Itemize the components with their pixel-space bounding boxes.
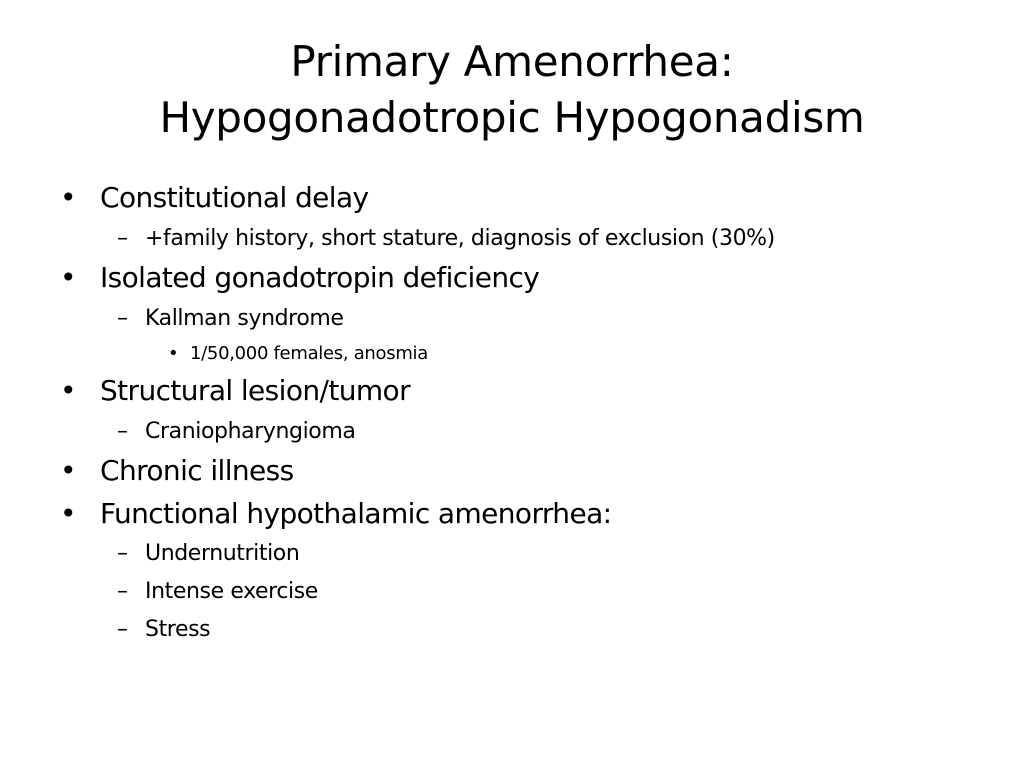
list-item-text: Isolated gonadotropin deficiency xyxy=(100,261,540,294)
bullet-marker: • xyxy=(60,374,76,407)
list-item-text: Undernutrition xyxy=(145,541,300,566)
bullet-marker: • xyxy=(60,181,76,214)
bullet-marker: • xyxy=(60,497,76,530)
bullet-marker: • xyxy=(168,343,179,364)
dash-marker: – xyxy=(117,541,128,566)
list-item-text: Functional hypothalamic amenorrhea: xyxy=(100,497,612,530)
dash-marker: – xyxy=(117,226,128,251)
dash-marker: – xyxy=(117,419,128,444)
list-item-text: +family history, short stature, diagnosis of exclusion (30%) xyxy=(145,226,775,251)
bullet-marker: • xyxy=(60,261,76,294)
list-item-text: Kallman syndrome xyxy=(145,306,344,331)
bullet-marker: • xyxy=(60,454,76,487)
dash-marker: – xyxy=(117,306,128,331)
list-item-text: Structural lesion/tumor xyxy=(100,374,411,407)
dash-marker: – xyxy=(117,579,128,604)
list-item-text: Constitutional delay xyxy=(100,181,369,214)
list-item-text: Stress xyxy=(145,617,211,642)
list-item-text: Craniopharyngioma xyxy=(145,419,356,444)
list-item-text: Intense exercise xyxy=(145,579,318,604)
dash-marker: – xyxy=(117,617,128,642)
list-item-text: Chronic illness xyxy=(100,454,294,487)
list-item-text: 1/50,000 females, anosmia xyxy=(190,343,428,364)
slide-title-line-1: Primary Amenorrhea: xyxy=(290,37,734,86)
slide-title-line-2: Hypogonadotropic Hypogonadism xyxy=(159,93,865,142)
